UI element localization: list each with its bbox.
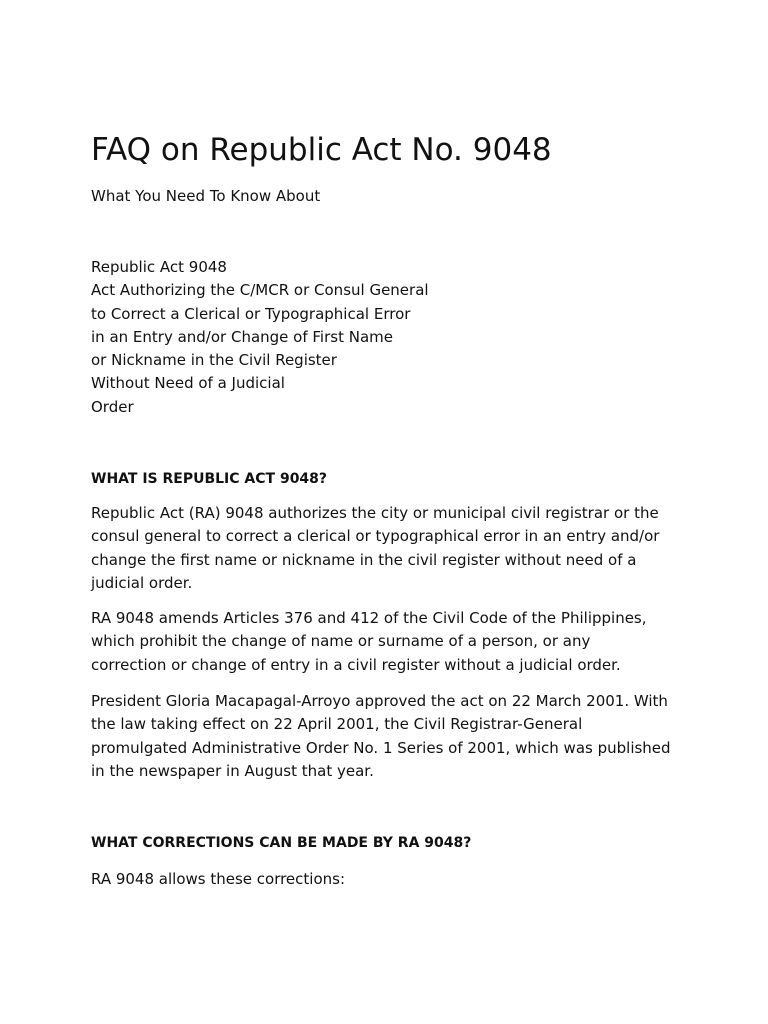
- paragraph-approval-history: [91, 690, 691, 783]
- document-title: FAQ on Republic Act No. 9048: [91, 132, 552, 168]
- act-line: Republic Act 9048: [91, 258, 227, 276]
- act-line: Act Authorizing the C/MCR or Consul General: [91, 281, 429, 300]
- paragraph-line: President Gloria Macapagal-Arroyo approved the act on 22 March 2001. With: [91, 692, 668, 710]
- paragraph-ra-authorizes: [91, 502, 691, 595]
- act-line: or Nickname in the Civil Register: [91, 351, 337, 370]
- paragraph-allows-corrections: [91, 868, 691, 891]
- act-title-block: [91, 256, 429, 419]
- paragraph-line: which prohibit the change of name or surname of a person, or any: [91, 632, 591, 651]
- act-line: to Correct a Clerical or Typographical Error: [91, 304, 411, 323]
- paragraph-line: consul general to correct a clerical or typographical error in an entry and/or: [91, 527, 660, 546]
- paragraph-line: change the first name or nickname in the civil register without need of a: [91, 550, 637, 569]
- section-heading-corrections: WHAT CORRECTIONS CAN BE MADE BY RA 9048?: [91, 835, 472, 851]
- paragraph-line: RA 9048 allows these corrections:: [91, 870, 346, 888]
- paragraph-line: RA 9048 amends Articles 376 and 412 of the Civil Code of the Philippines,: [91, 609, 647, 627]
- act-line: in an Entry and/or Change of First Name: [91, 327, 393, 346]
- paragraph-line: judicial order.: [91, 573, 193, 592]
- section-heading-what-is: WHAT IS REPUBLIC ACT 9048?: [91, 471, 328, 487]
- paragraph-line: correction or change of entry in a civil register without a judicial order.: [91, 655, 621, 674]
- paragraph-line: promulgated Administrative Order No. 1 Series of 2001, which was published: [91, 738, 671, 757]
- act-line: Without Need of a Judicial: [91, 374, 285, 393]
- paragraph-line: in the newspaper in August that year.: [91, 761, 374, 780]
- paragraph-line: Republic Act (RA) 9048 authorizes the city or municipal civil registrar or the: [91, 504, 659, 522]
- paragraph-line: the law taking effect on 22 April 2001, the Civil Registrar-General: [91, 715, 583, 734]
- document-subtitle: What You Need To Know About: [91, 187, 321, 205]
- paragraph-amends-articles: [91, 607, 691, 677]
- act-line: Order: [91, 397, 134, 416]
